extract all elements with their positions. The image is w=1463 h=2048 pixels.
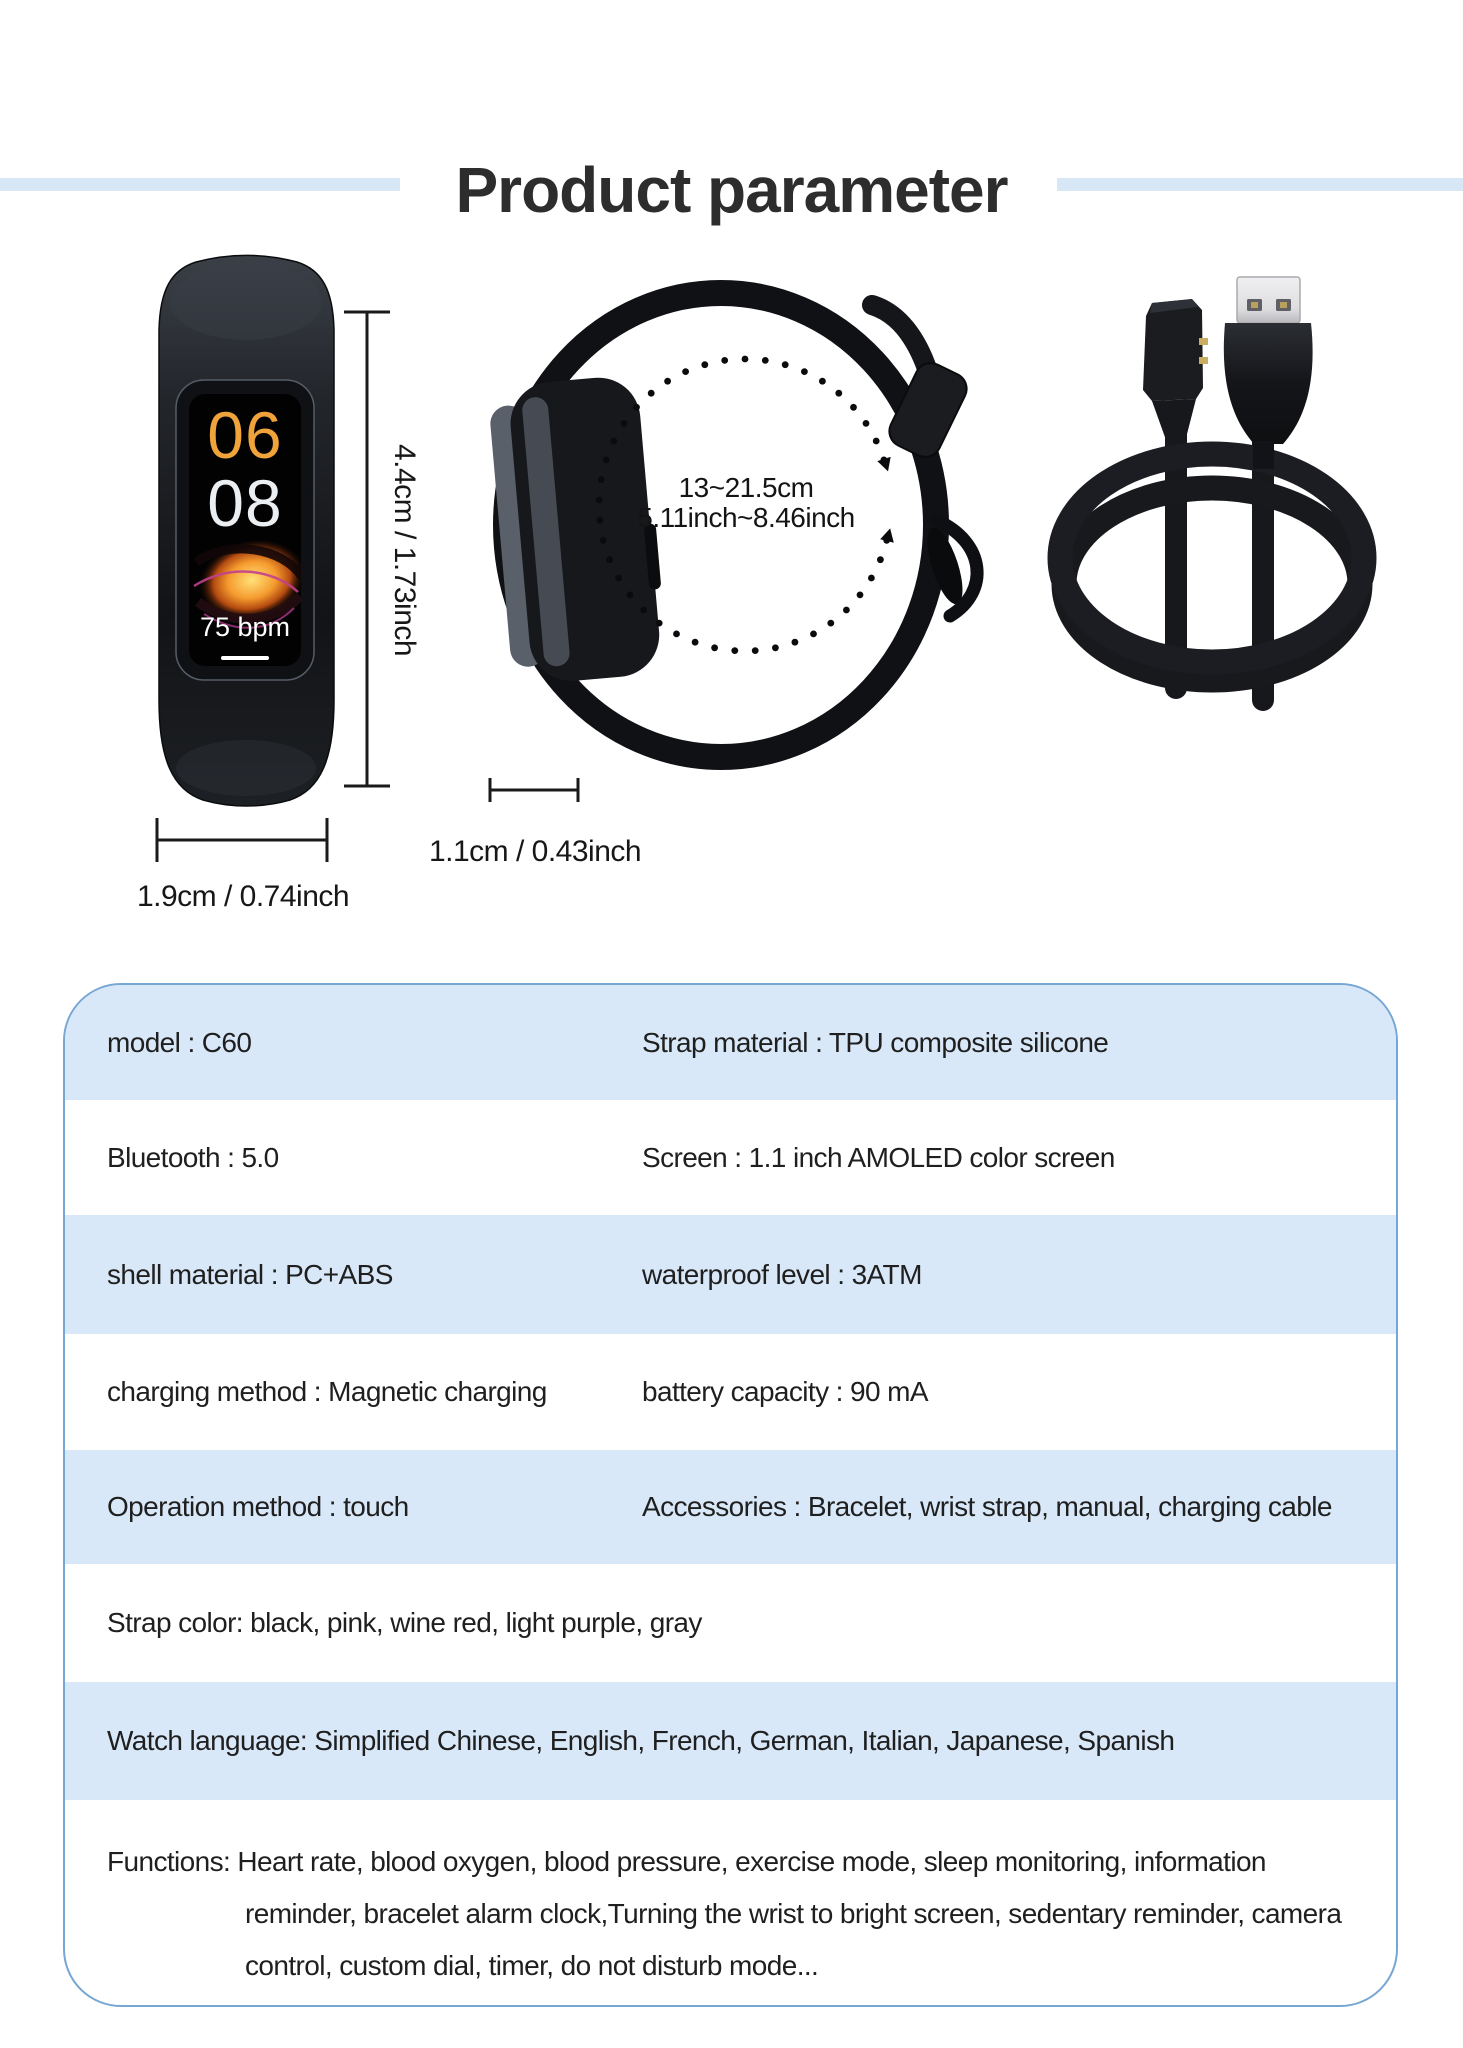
spec-row bbox=[65, 1564, 1396, 1682]
wrist-range-inch-label: 5.11inch~8.46inch bbox=[637, 502, 855, 533]
usb-plug-icon bbox=[1224, 277, 1313, 469]
spec-row bbox=[65, 1450, 1396, 1564]
spec-table bbox=[63, 983, 1398, 2007]
page-title: Product parameter bbox=[455, 154, 1008, 226]
spec-row bbox=[65, 1800, 1396, 2005]
watch-screen-heart-rate: 75 bpm bbox=[199, 612, 291, 642]
spec-cell-right: Screen : 1.1 inch AMOLED color screen bbox=[642, 1141, 1115, 1173]
spec-row bbox=[65, 1100, 1396, 1215]
spec-cell-left: model : C60 bbox=[107, 1026, 252, 1058]
width-dimension-line bbox=[157, 818, 327, 862]
wrist-range-cm-label: 13~21.5cm bbox=[678, 472, 814, 503]
spec-cell-right: waterproof level : 3ATM bbox=[642, 1258, 922, 1290]
spec-cell-right: Accessories : Bracelet, wrist strap, manual, charging cable bbox=[642, 1491, 1332, 1522]
spec-row bbox=[65, 1215, 1396, 1334]
thickness-dimension-line bbox=[490, 778, 578, 802]
spec-cell-functions: Functions: Heart rate, blood oxygen, blood pressure, exercise mode, sleep monitoring, information reminder, bracelet alarm clock,Turning the wrist to bright screen, sedentary reminder, camera control, custom dial, timer, do not disturb mode... bbox=[107, 1846, 1342, 1981]
spec-cell-left: charging method : Magnetic charging bbox=[107, 1376, 547, 1407]
spec-cell-full: Strap color: black, pink, wine red, light purple, gray bbox=[107, 1607, 702, 1638]
width-dimension-label: 1.9cm / 0.74inch bbox=[136, 880, 350, 913]
spec-cell-full: Watch language: Simplified Chinese, English, French, German, Italian, Japanese, Spanish bbox=[107, 1725, 1175, 1756]
magnetic-charger-icon bbox=[1143, 299, 1208, 440]
watch-screen-hour: 06 bbox=[207, 398, 283, 472]
height-dimension-label: 4.4cm / 1.73inch bbox=[388, 443, 421, 657]
charging-cable bbox=[1060, 277, 1364, 700]
spec-row bbox=[65, 985, 1396, 1100]
spec-cell-left: shell material : PC+ABS bbox=[107, 1258, 393, 1290]
spec-cell-right: Strap material : TPU composite silicone bbox=[642, 1026, 1109, 1058]
watch-screen-minute: 08 bbox=[207, 466, 283, 540]
spec-cell-right: battery capacity : 90 mA bbox=[642, 1376, 928, 1407]
spec-row bbox=[65, 1334, 1396, 1450]
watch-screen-underline bbox=[221, 656, 269, 660]
spec-cell-left: Bluetooth : 5.0 bbox=[107, 1141, 279, 1173]
spec-cell-left: Operation method : touch bbox=[107, 1491, 409, 1522]
thickness-dimension-label: 1.1cm / 0.43inch bbox=[428, 835, 642, 868]
height-dimension-line bbox=[344, 312, 390, 786]
spec-row bbox=[65, 1682, 1396, 1800]
